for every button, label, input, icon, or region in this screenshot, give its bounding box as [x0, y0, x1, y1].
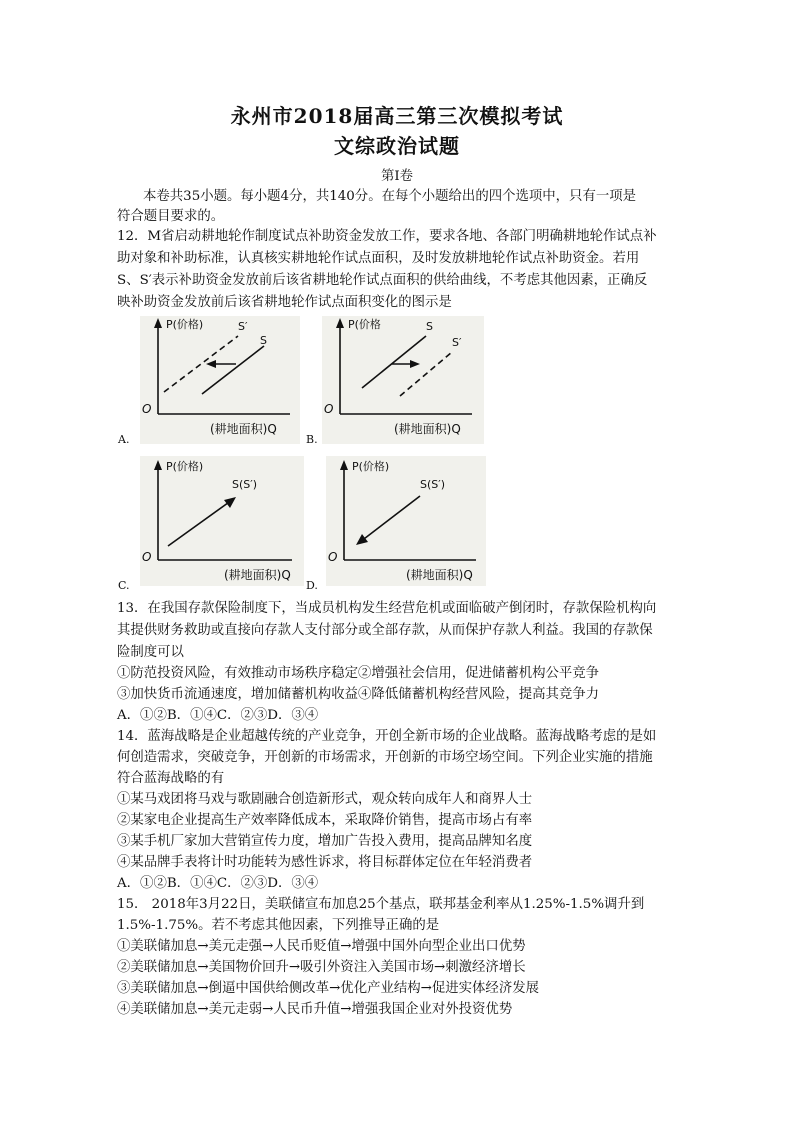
question-text: 何创造需求，突破竞争，开创新的市场需求，开创新的市场空场空间。下列企业实施的措施: [117, 750, 653, 765]
movement-arrow-head: [356, 534, 368, 545]
supply-curve: [168, 500, 232, 546]
origin-label: O: [324, 402, 334, 416]
option-a: A.: [118, 433, 130, 446]
origin-label: O: [142, 550, 152, 564]
choice-line: ②美联储加息→美国物价回升→吸引外资注入美国市场→刺激经济增长: [117, 960, 526, 975]
question-text: 13．在我国存款保险制度下，当成员机构发生经营危机或面临破产倒闭时，存款保险机构向: [117, 601, 657, 616]
shift-arrow-head: [206, 360, 216, 368]
question-text: 其提供财务救助或直接向存款人支付部分或全部存款，从而保护存款人利益。我国的存款保: [117, 623, 653, 638]
intro-line: 符合题目要求的。: [117, 209, 225, 224]
y-axis-label: P(价格: [348, 318, 381, 331]
choice-line: ①防范投资风险，有效推动市场秩序稳定②增强社会信用，促进储蓄机构公平竞争: [117, 666, 600, 681]
answer-options: A．①②B．①④C．②③D．③④: [117, 876, 319, 891]
option-d: D.: [306, 579, 318, 592]
choice-line: ③某手机厂家加大营销宣传力度，增加广告投入费用，提高品牌知名度: [117, 834, 533, 849]
supply-curve-s: [202, 346, 264, 394]
supply-curve-s-prime: [400, 352, 452, 396]
choice-line: ②某家电企业提高生产效率降低成本，采取降价销售，提高市场占有率: [117, 813, 533, 828]
choice-line: ④某品牌手表将计时功能转为感性诉求，将目标群体定位在年轻消费者: [117, 855, 533, 870]
section-heading: 第Ⅰ卷: [380, 169, 414, 184]
curve-label: S(S′): [420, 478, 446, 491]
x-axis-label: (耕地面积)Q: [394, 422, 461, 436]
question-text: 助对象和补助标准，认真核实耕地轮作试点面积，及时发放耕地轮作试点补助资金。若用: [117, 251, 640, 266]
y-axis-label: P(价格): [166, 318, 204, 331]
question-text: 映补助资金发放前后该省耕地轮作试点面积变化的图示是: [117, 295, 452, 310]
curve-label: S: [260, 334, 267, 347]
intro-line: 本卷共35小题。每小题4分，共140分。在每个小题给出的四个选项中，只有一项是: [143, 189, 637, 204]
question-text: 14．蓝海战略是企业超越传统的产业竞争，开创全新市场的企业战略。蓝海战略考虑的是如: [117, 729, 657, 744]
option-b: B.: [306, 433, 318, 446]
choice-line: ④美联储加息→美元走弱→人民币升值→增强我国企业对外投资优势: [117, 1002, 513, 1017]
figure-c: [140, 456, 304, 586]
origin-label: O: [328, 550, 338, 564]
exam-subtitle: 文综政治试题: [334, 134, 460, 158]
curve-label: S′: [452, 336, 462, 349]
y-axis-label: P(价格): [352, 460, 390, 473]
question-text: 1.5%-1.75%。若不考虑其他因素，下列推导正确的是: [117, 918, 440, 933]
supply-curve-s: [362, 336, 426, 388]
shift-arrow-head: [410, 360, 420, 368]
question-text: 险制度可以: [117, 645, 184, 660]
figure-a: [140, 316, 300, 444]
x-axis-label: (耕地面积)Q: [210, 422, 277, 436]
origin-label: O: [142, 402, 152, 416]
choice-line: ③加快货币流通速度，增加储蓄机构收益④降低储蓄机构经营风险，提高其竞争力: [117, 687, 600, 702]
option-c: C.: [118, 579, 130, 592]
movement-arrow-head: [224, 497, 236, 508]
answer-options: A．①②B．①④C．②③D．③④: [117, 708, 319, 723]
curve-label: S: [426, 320, 433, 333]
question-text: 12．M省启动耕地轮作制度试点补助资金发放工作，要求各地、各部门明确耕地轮作试点补: [117, 229, 657, 244]
figure-b: [322, 316, 484, 444]
supply-curve: [360, 496, 420, 542]
choice-line: ①美联储加息→美元走强→人民币贬值→增强中国外向型企业出口优势: [117, 939, 526, 954]
x-axis-label: (耕地面积)Q: [224, 568, 291, 582]
figure-d: [326, 456, 486, 586]
x-axis-label: (耕地面积)Q: [406, 568, 473, 582]
exam-title: 永州市2018届高三第三次模拟考试: [230, 104, 564, 128]
choice-line: ①某马戏团将马戏与歌剧融合创造新形式，观众转向成年人和商界人士: [117, 792, 533, 807]
choice-line: ③美联储加息→倒逼中国供给侧改革→优化产业结构→促进实体经济发展: [117, 981, 539, 996]
question-text: 符合蓝海战略的有: [117, 771, 225, 786]
curve-label: S(S′): [232, 478, 258, 491]
question-text: S、S′表示补助资金发放前后该省耕地轮作试点面积的供给曲线，不考虑其他因素，正确反: [117, 273, 648, 288]
curve-label: S′: [238, 320, 248, 333]
question-text: 15． 2018年3月22日，美联储宣布加息25个基点，联邦基金利率从1.25%-1.5%调升到: [117, 897, 645, 912]
y-axis-label: P(价格): [166, 460, 204, 473]
